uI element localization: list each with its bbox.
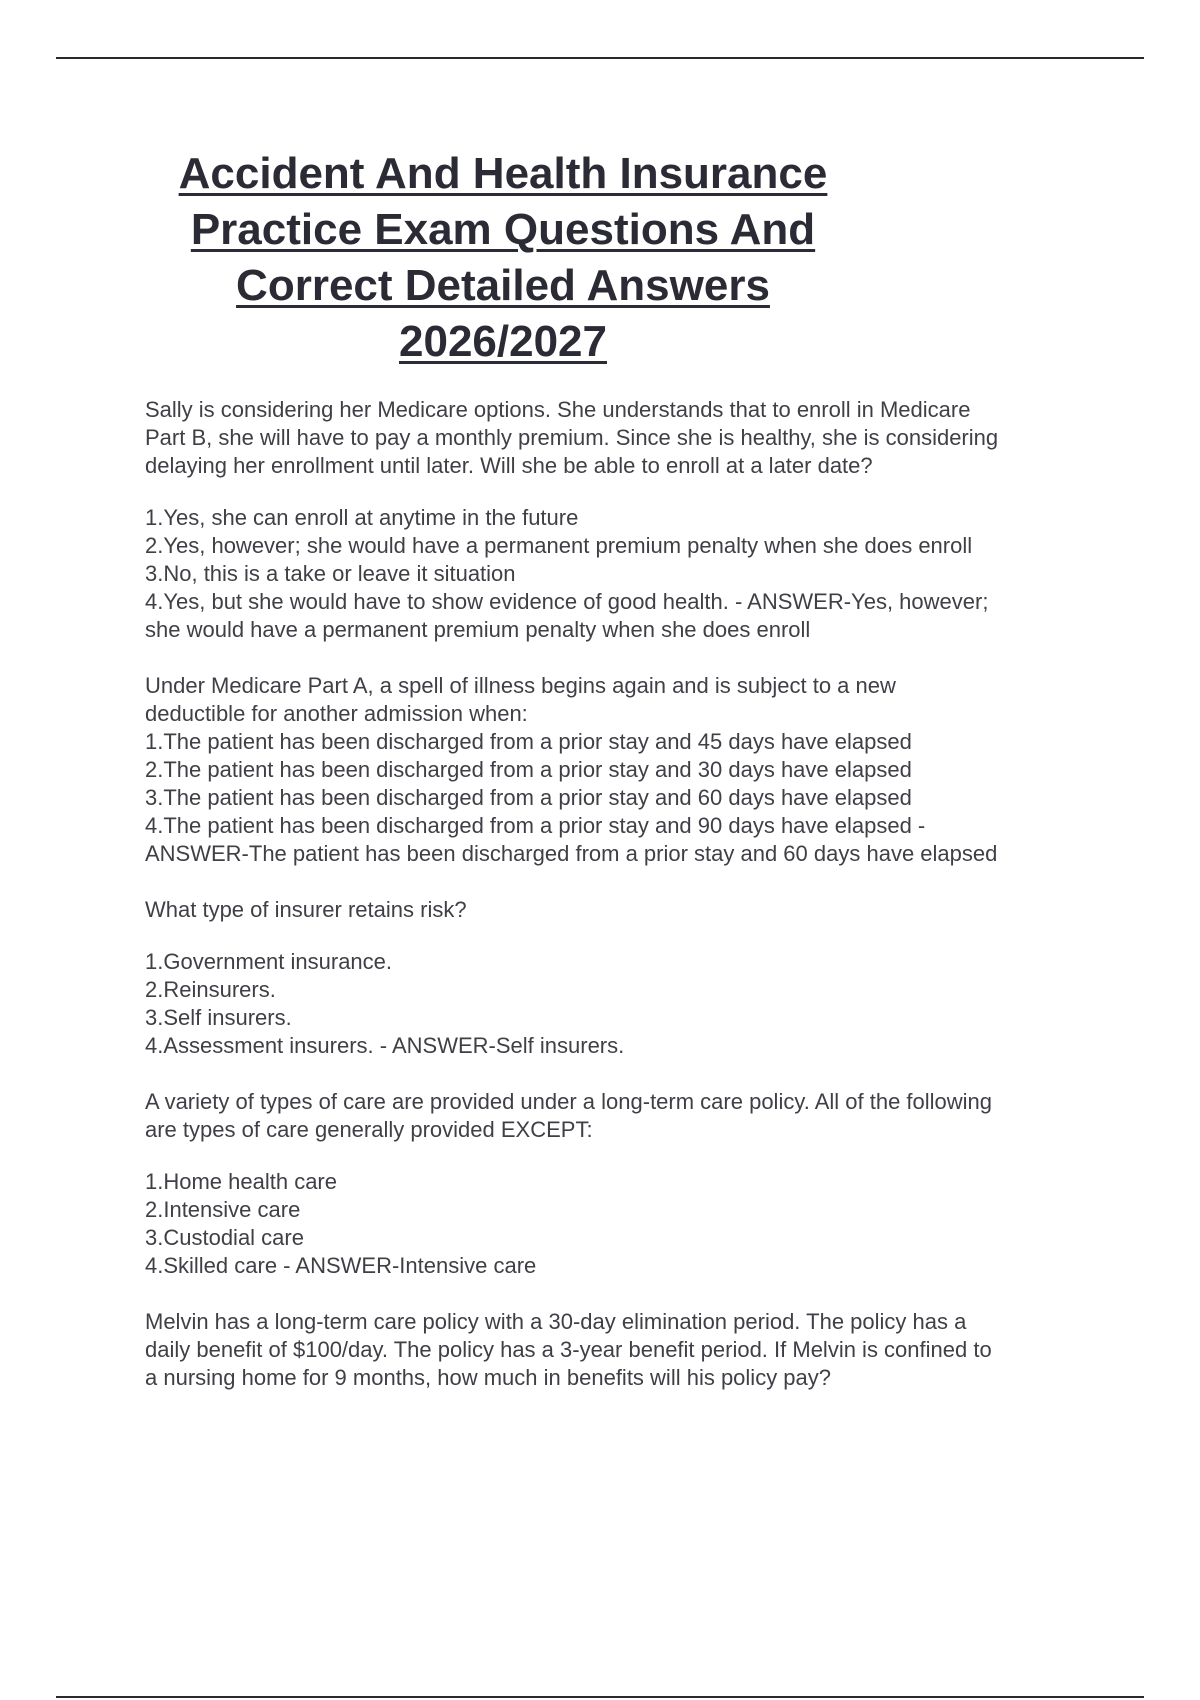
- option-line: ANSWER-The patient has been discharged from a prior stay and 60 days have elapsed: [145, 841, 998, 866]
- question-line: Melvin has a long-term care policy with a 30-day elimination period. The policy has a: [145, 1309, 967, 1334]
- option-line: 2.Reinsurers.: [145, 977, 276, 1002]
- question-line: are types of care generally provided EXCEPT:: [145, 1117, 593, 1142]
- option-line: 2.The patient has been discharged from a prior stay and 30 days have elapsed: [145, 757, 912, 782]
- option-line: 1.Government insurance.: [145, 949, 393, 974]
- option-line: 4.Yes, but she would have to show evidence of good health. - ANSWER-Yes, however;: [145, 589, 989, 614]
- question-line: deductible for another admission when:: [145, 701, 528, 726]
- title-line-1: Accident And Health Insurance: [178, 149, 828, 198]
- question-line: a nursing home for 9 months, how much in benefits will his policy pay?: [145, 1365, 832, 1390]
- title-line-4: 2026/2027: [399, 317, 607, 366]
- option-line: she would have a permanent premium penalty when she does enroll: [145, 617, 811, 642]
- questions-container: [145, 396, 1145, 1420]
- document-title: [140, 146, 866, 370]
- question-line: Under Medicare Part A, a spell of illness begins again and is subject to a new: [145, 673, 896, 698]
- question-text: [145, 896, 1145, 924]
- option-line: 2.Yes, however; she would have a permanent premium penalty when she does enroll: [145, 533, 973, 558]
- option-line: 3.The patient has been discharged from a prior stay and 60 days have elapsed: [145, 785, 912, 810]
- top-rule: [56, 57, 1144, 59]
- option-line: 3.Self insurers.: [145, 1005, 292, 1030]
- option-line: 2.Intensive care: [145, 1197, 301, 1222]
- question-line: daily benefit of $100/day. The policy has a 3-year benefit period. If Melvin is confined to: [145, 1337, 992, 1362]
- title-line-3: Correct Detailed Answers: [236, 261, 770, 310]
- question-line: A variety of types of care are provided under a long-term care policy. All of the following: [145, 1089, 993, 1114]
- option-line: 3.No, this is a take or leave it situation: [145, 561, 516, 586]
- question-block: [145, 1308, 1145, 1392]
- question-line: What type of insurer retains risk?: [145, 897, 467, 922]
- question-text: [145, 396, 1145, 480]
- option-line: 1.The patient has been discharged from a prior stay and 45 days have elapsed: [145, 729, 912, 754]
- bottom-rule: [56, 1696, 1144, 1698]
- question-text: [145, 672, 1145, 728]
- option-line: 4.Skilled care - ANSWER-Intensive care: [145, 1253, 537, 1278]
- option-line: 4.Assessment insurers. - ANSWER-Self insurers.: [145, 1033, 625, 1058]
- option-line: 1.Yes, she can enroll at anytime in the future: [145, 505, 579, 530]
- option-line: 3.Custodial care: [145, 1225, 304, 1250]
- options-list: [145, 504, 1145, 644]
- question-block: [145, 896, 1145, 1060]
- question-text: [145, 1088, 1145, 1144]
- option-line: 4.The patient has been discharged from a prior stay and 90 days have elapsed -: [145, 813, 926, 838]
- options-list: [145, 948, 1145, 1060]
- options-list: [145, 728, 1145, 868]
- question-line: Sally is considering her Medicare options. She understands that to enroll in Medicare: [145, 397, 971, 422]
- question-line: Part B, she will have to pay a monthly premium. Since she is healthy, she is considering: [145, 425, 999, 450]
- option-line: 1.Home health care: [145, 1169, 337, 1194]
- question-text: [145, 1308, 1145, 1392]
- question-line: delaying her enrollment until later. Will she be able to enroll at a later date?: [145, 453, 873, 478]
- question-block: [145, 672, 1145, 868]
- options-list: [145, 1168, 1145, 1280]
- question-block: [145, 1088, 1145, 1280]
- title-line-2: Practice Exam Questions And: [190, 205, 816, 254]
- question-block: [145, 396, 1145, 644]
